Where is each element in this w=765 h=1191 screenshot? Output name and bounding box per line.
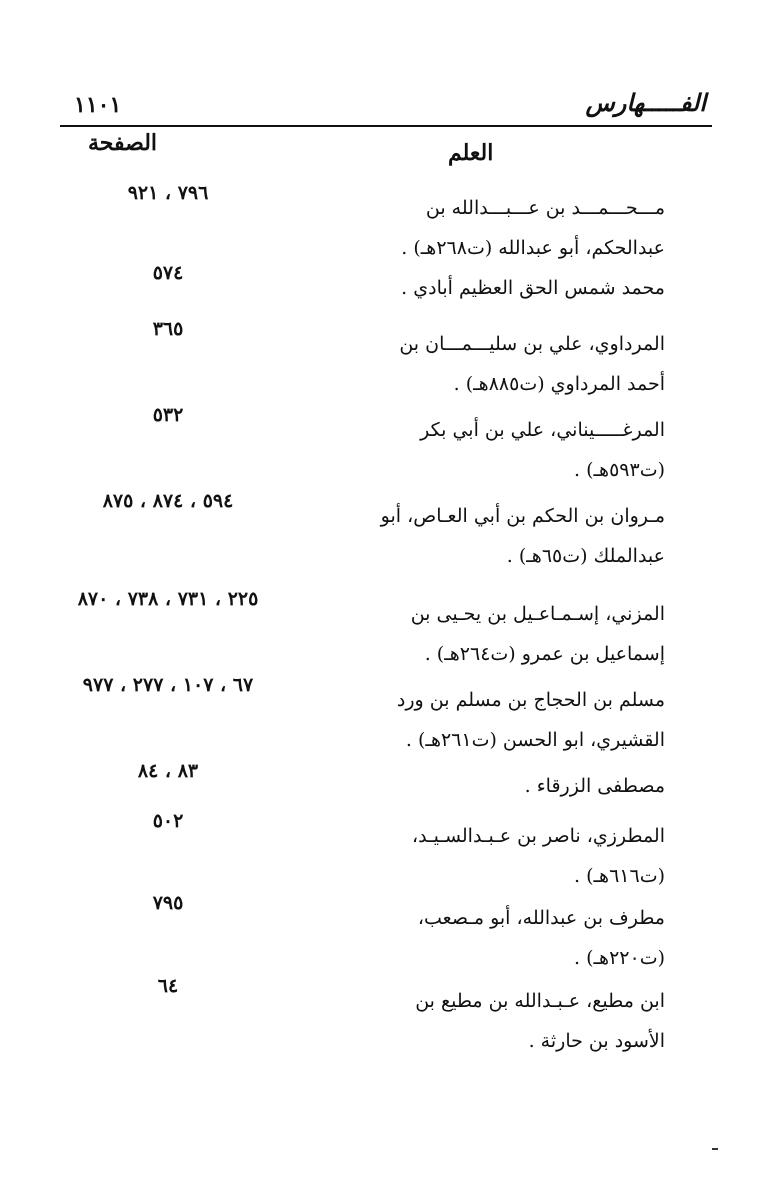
entry-pages: ٨٣ ، ٨٤	[137, 760, 199, 782]
index-entry	[40, 182, 665, 262]
page-header	[60, 86, 710, 126]
index-entry	[40, 404, 665, 484]
entry-name: المرغـــــيناني، علي بن أبي بكر (ت٥٩٣هـ) .	[420, 419, 665, 481]
entry-name: المزني، إسـمـاعـيل بن يحـيى بن إسماعيل بن عمرو (ت٢٦٤هـ) .	[410, 603, 665, 665]
page-number: ١١٠١	[74, 92, 122, 118]
entry-pages: ٣٦٥	[152, 318, 184, 340]
header-rule	[60, 125, 712, 127]
entry-name: مسلم بن الحجاج بن مسلم بن ورد القشيري، ابو الحسن (ت٢٦١هـ) .	[396, 689, 665, 751]
running-title: الفـــــهارس	[585, 88, 706, 117]
entry-name: مطرف بن عبدالله، أبو مـصعب، (ت٢٢٠هـ) .	[417, 907, 665, 969]
entry-name: محمد شمس الحق العظيم أبادي .	[401, 277, 665, 299]
entry-name: المطرزي، ناصر بن عـبـدالسـيـد، (ت٦١٦هـ) .	[411, 825, 665, 887]
entry-name: المرداوي، علي بن سليـــمـــان بن أحمد المرداوي (ت٨٨٥هـ) .	[399, 333, 665, 395]
entry-pages: ٥٠٢	[152, 810, 184, 832]
index-entry	[40, 810, 665, 890]
index-entry	[40, 892, 665, 972]
entry-name: مـروان بن الحكم بن أبي العـاص، أبو عبدالملك (ت٦٥هـ) .	[380, 505, 665, 567]
entry-pages: ٦٤	[157, 975, 179, 997]
entry-pages: ٥٣٢	[152, 404, 184, 426]
entry-pages: ٢٢٥ ، ٧٣١ ، ٧٣٨ ، ٨٧٠	[77, 588, 259, 610]
index-entry	[40, 318, 665, 398]
index-entry	[40, 674, 665, 754]
index-entry	[40, 490, 665, 570]
entry-pages: ٥٩٤ ، ٨٧٤ ، ٨٧٥	[102, 490, 234, 512]
entry-name: ابن مطيع، عـبـدالله بن مطيع بن الأسود بن حارثة .	[415, 990, 665, 1052]
entry-pages: ٦٧ ، ١٠٧ ، ٢٧٧ ، ٩٧٧	[82, 674, 254, 696]
scan-mark	[712, 1148, 718, 1150]
entry-pages: ٥٧٤	[152, 262, 184, 284]
entry-name: مصطفى الزرقاء .	[524, 775, 665, 797]
entry-name: مـــحـــمـــد بن عـــبـــدالله بن عبدالحكم، أبو عبدالله (ت٢٦٨هـ) .	[401, 197, 665, 259]
index-entry	[40, 588, 665, 668]
column-header-page: الصفحة	[88, 130, 158, 156]
column-header-name: العلم	[448, 140, 494, 166]
index-entry	[40, 975, 665, 1055]
entry-pages: ٧٩٥	[152, 892, 184, 914]
entry-pages: ٧٩٦ ، ٩٢١	[127, 182, 209, 204]
